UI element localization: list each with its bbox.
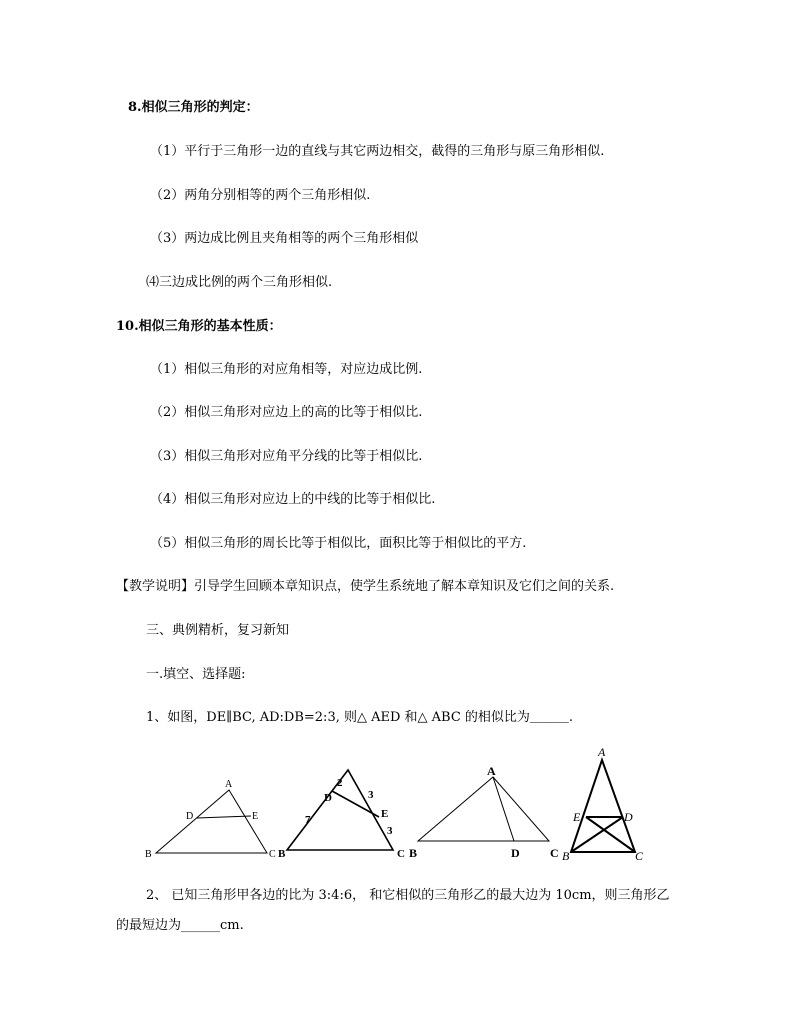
section10-item-4: （4）相似三角形对应边上的中线的比等于相似比. — [150, 492, 436, 507]
fig4-label-e: E — [573, 810, 581, 824]
fig1-label-a: A — [225, 779, 233, 790]
question-1: 1、如图，DE∥BC, AD:DB=2:3, 则△ AED 和△ ABC 的相似比为＿＿＿. — [146, 710, 574, 725]
fig4-label-a: A — [598, 745, 606, 759]
fig3-label-d: D — [511, 846, 520, 860]
figure-2 — [275, 765, 418, 865]
fig2-label-e: E — [381, 808, 389, 820]
fig2-label-3a: 3 — [368, 789, 374, 801]
fig4-label-b: B — [562, 849, 570, 863]
section8-item-3: （3）两边成比例且夹角相等的两个三角形相似 — [150, 231, 419, 246]
section8-item-1: （1）平行于三角形一边的直线与其它两边相交，截得的三角形与原三角形相似. — [150, 144, 605, 159]
sub-title: 一.填空、选择题: — [146, 667, 246, 682]
figure-3 — [405, 760, 565, 865]
fig1-label-e: E — [252, 811, 259, 822]
question-2-line-1: 2、 已知三角形甲各边的比为 3:4:6， 和它相似的三角形乙的最大边为 10cm，则三角形乙 — [146, 888, 670, 903]
part3-title: 三、典例精析，复习新知 — [146, 623, 290, 638]
fig2-label-7: 7 — [305, 814, 311, 826]
fig3-label-b: B — [409, 846, 418, 860]
section8-item-4: ⑷三边成比例的两个三角形相似. — [146, 275, 333, 290]
section10-item-3: （3）相似三角形对应角平分线的比等于相似比. — [150, 449, 423, 464]
fig2-label-2: 2 — [337, 777, 343, 789]
section10-item-5: （5）相似三角形的周长比等于相似比，面积比等于相似比的平方. — [150, 536, 527, 551]
fig2-label-c: C — [397, 848, 405, 860]
fig1-label-c: C — [269, 849, 276, 860]
section10-item-2: （2）相似三角形对应边上的高的比等于相似比. — [150, 405, 423, 420]
section8-item-2: （2）两角分别相等的两个三角形相似. — [150, 188, 371, 203]
section10-heading: 10.相似三角形的基本性质： — [116, 319, 282, 334]
section10-item-1: （1）相似三角形的对应角相等，对应边成比例. — [150, 362, 423, 377]
fig2-label-3b: 3 — [387, 825, 393, 837]
fig2-label-d: D — [324, 792, 332, 804]
fig4-label-c: C — [635, 849, 644, 863]
question-2-line-2: 的最短边为______cm. — [116, 918, 244, 933]
figure-4 — [558, 742, 658, 867]
fig4-label-d: D — [624, 810, 633, 824]
fig1-label-d: D — [186, 811, 194, 822]
fig3-label-a: A — [487, 764, 496, 778]
teaching-note: 【教学说明】引导学生回顾本章知识点，使学生系统地了解本章知识及它们之间的关系. — [116, 579, 615, 594]
section8-heading: 8.相似三角形的判定： — [128, 100, 259, 115]
figure-1 — [140, 775, 280, 865]
fig2-label-b: B — [278, 848, 286, 860]
fig3-label-c: C — [550, 846, 559, 860]
fig1-label-b: B — [145, 849, 152, 860]
